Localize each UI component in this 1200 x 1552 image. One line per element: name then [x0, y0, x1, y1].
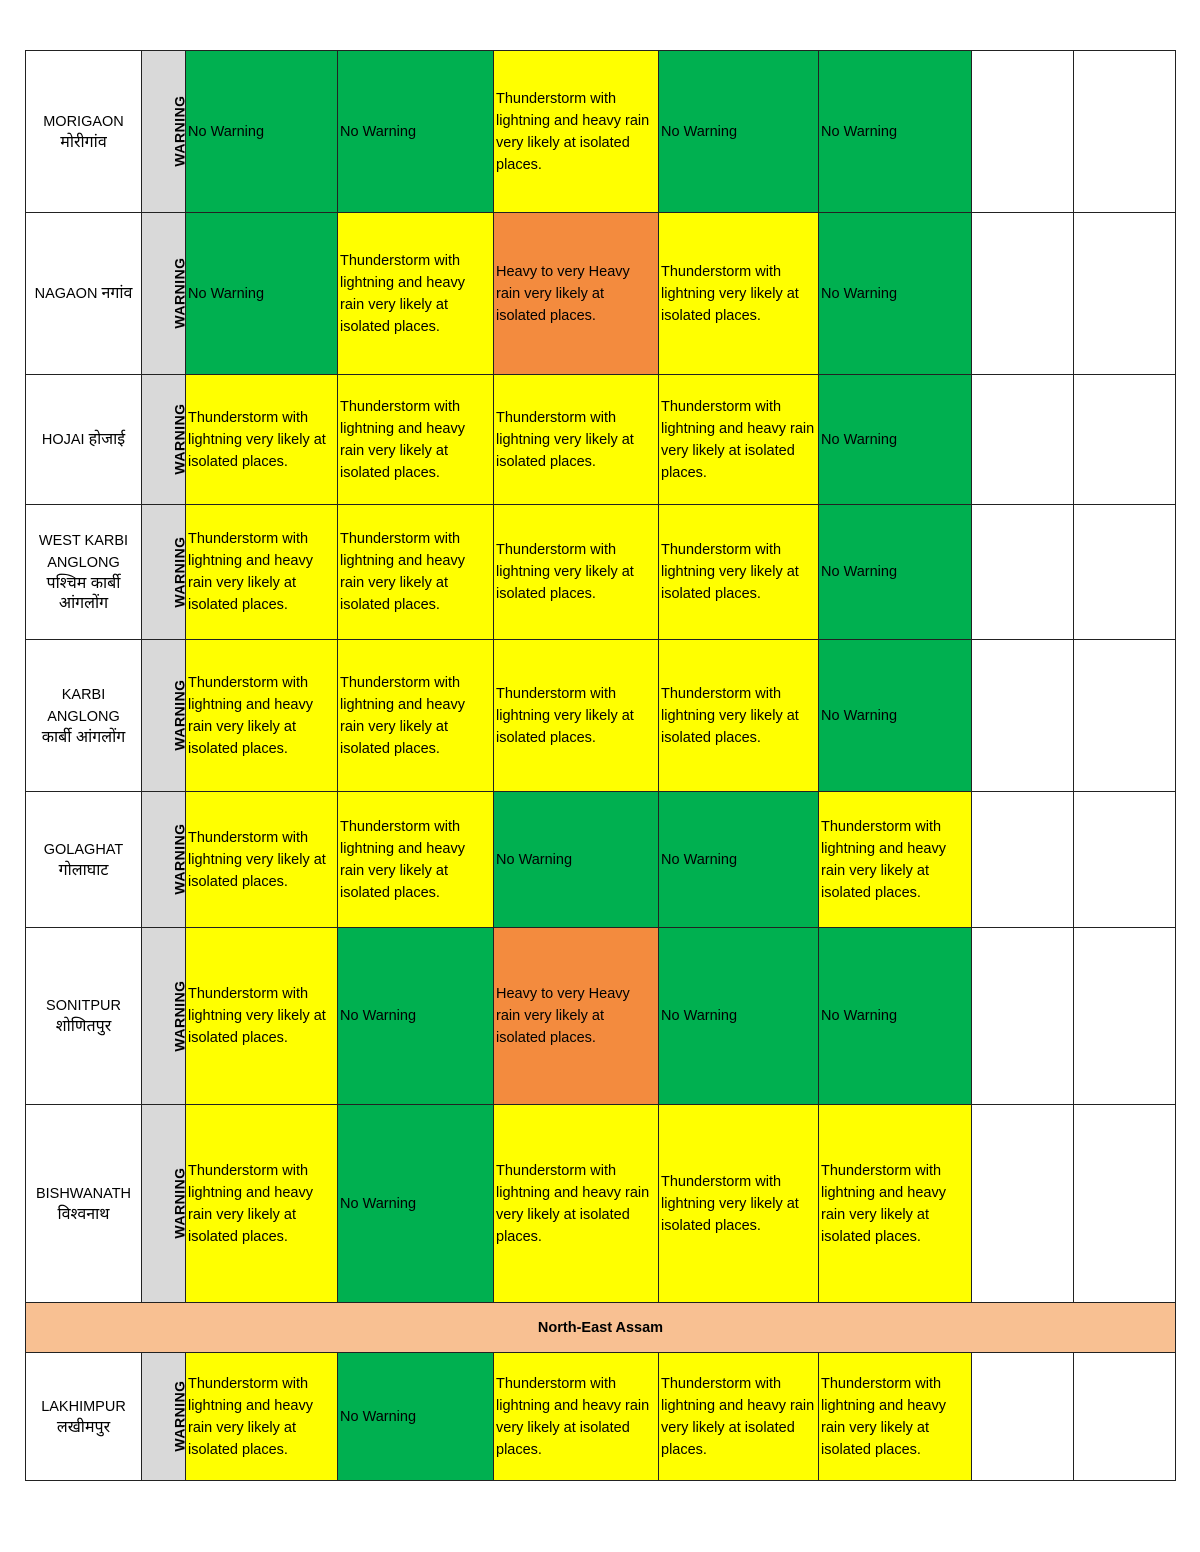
empty-cell	[972, 928, 1074, 1105]
forecast-day-1-cell: No Warning	[186, 51, 338, 213]
district-name-nagaon: NAGAON	[34, 285, 98, 302]
table-row	[26, 1353, 1176, 1481]
forecast-day-4-cell: No Warning	[659, 792, 819, 928]
district-name-cell	[26, 640, 142, 792]
district-name-hindi: पश्चिम कार्बी आंगलोंग	[46, 575, 121, 612]
forecast-day-3-cell: Thunderstorm with lightning very likely at isolated places.	[494, 640, 659, 792]
warning-label-cell	[142, 792, 186, 928]
table-row	[26, 1105, 1176, 1303]
empty-cell	[1074, 792, 1176, 928]
forecast-day-1-cell: Thunderstorm with lightning and heavy rain very likely at isolated places.	[186, 505, 338, 640]
warning-label: WARNING	[171, 679, 188, 751]
district-name-golaghat: GOLAGHAT	[43, 841, 124, 858]
district-name-hojai: HOJAI	[41, 431, 85, 448]
forecast-day-2-cell: No Warning	[338, 1105, 494, 1303]
table-row	[26, 505, 1176, 640]
district-name-karbi-anglong: KARBI ANGLONG	[47, 686, 120, 725]
empty-cell	[972, 51, 1074, 213]
forecast-day-4-cell: Thunderstorm with lightning very likely at isolated places.	[659, 505, 819, 640]
empty-cell	[1074, 505, 1176, 640]
forecast-day-1-cell: Thunderstorm with lightning and heavy rain very likely at isolated places.	[186, 1105, 338, 1303]
district-name-lakhimpur: LAKHIMPUR	[41, 1398, 126, 1415]
forecast-day-5-cell: Thunderstorm with lightning and heavy rain very likely at isolated places.	[819, 1353, 972, 1481]
district-name-hindi: नगांव	[101, 284, 133, 302]
forecast-day-3-cell: Thunderstorm with lightning and heavy rain very likely at isolated places.	[494, 1105, 659, 1303]
table-row	[26, 375, 1176, 505]
warning-label: WARNING	[171, 535, 188, 608]
forecast-day-2-cell: Thunderstorm with lightning and heavy rain very likely at isolated places.	[338, 375, 494, 505]
warning-label: WARNING	[171, 979, 188, 1052]
forecast-day-4-cell: No Warning	[659, 928, 819, 1105]
forecast-day-5-cell: No Warning	[819, 213, 972, 375]
district-name-morigaon: MORIGAON	[43, 113, 124, 130]
forecast-day-5-cell: No Warning	[819, 928, 972, 1105]
empty-cell	[1074, 640, 1176, 792]
warning-label-cell	[142, 505, 186, 640]
forecast-day-4-cell: Thunderstorm with lightning and heavy rain very likely at isolated places.	[659, 1353, 819, 1481]
empty-cell	[1074, 213, 1176, 375]
district-name-cell	[26, 213, 142, 375]
empty-cell	[972, 505, 1074, 640]
district-name-cell	[26, 928, 142, 1105]
forecast-day-3-cell: Heavy to very Heavy rain very likely at isolated places.	[494, 213, 659, 375]
district-name-hindi: कार्बी आंगलोंग	[41, 728, 126, 746]
empty-cell	[972, 1105, 1074, 1303]
district-name-cell	[26, 375, 142, 505]
warning-label: WARNING	[171, 403, 188, 475]
district-name-hindi: होजाई	[88, 430, 126, 448]
district-name-cell	[26, 792, 142, 928]
district-name-cell	[26, 51, 142, 213]
table-row	[26, 792, 1176, 928]
warning-label-cell	[142, 375, 186, 505]
district-name-bishwanath: BISHWANATH	[35, 1185, 132, 1202]
forecast-day-1-cell: Thunderstorm with lightning very likely at isolated places.	[186, 792, 338, 928]
warning-label-cell	[142, 51, 186, 213]
forecast-day-3-cell: No Warning	[494, 792, 659, 928]
empty-cell	[1074, 1353, 1176, 1481]
forecast-day-2-cell: No Warning	[338, 1353, 494, 1481]
forecast-day-4-cell: Thunderstorm with lightning and heavy rain very likely at isolated places.	[659, 375, 819, 505]
forecast-day-5-cell: No Warning	[819, 505, 972, 640]
forecast-day-4-cell: Thunderstorm with lightning very likely at isolated places.	[659, 213, 819, 375]
district-name-hindi: लखीमपुर	[56, 1418, 111, 1436]
warning-label: WARNING	[171, 257, 188, 329]
forecast-day-1-cell: Thunderstorm with lightning very likely at isolated places.	[186, 375, 338, 505]
forecast-day-1-cell: Thunderstorm with lightning and heavy rain very likely at isolated places.	[186, 1353, 338, 1481]
warning-label: WARNING	[171, 1380, 188, 1452]
warning-label: WARNING	[171, 1167, 188, 1239]
forecast-day-5-cell: No Warning	[819, 640, 972, 792]
table-row	[26, 928, 1176, 1105]
warning-label-cell	[142, 1105, 186, 1303]
empty-cell	[972, 1353, 1074, 1481]
warning-label: WARNING	[171, 823, 188, 895]
warning-label-cell	[142, 640, 186, 792]
empty-cell	[972, 792, 1074, 928]
forecast-day-2-cell: Thunderstorm with lightning and heavy rain very likely at isolated places.	[338, 640, 494, 792]
forecast-day-3-cell: Thunderstorm with lightning and heavy rain very likely at isolated places.	[494, 51, 659, 213]
forecast-day-5-cell: No Warning	[819, 51, 972, 213]
forecast-day-3-cell: Thunderstorm with lightning and heavy rain very likely at isolated places.	[494, 1353, 659, 1481]
forecast-day-4-cell: Thunderstorm with lightning very likely at isolated places.	[659, 640, 819, 792]
forecast-day-5-cell: Thunderstorm with lightning and heavy rain very likely at isolated places.	[819, 792, 972, 928]
district-name-hindi: विश्वनाथ	[57, 1205, 110, 1223]
forecast-day-4-cell: Thunderstorm with lightning very likely at isolated places.	[659, 1105, 819, 1303]
region-heading: North-East Assam	[26, 1303, 1176, 1353]
empty-cell	[972, 213, 1074, 375]
district-name-hindi: गोलाघाट	[58, 861, 109, 879]
district-name-hindi: शोणितपुर	[55, 1018, 112, 1035]
district-name-cell	[26, 1353, 142, 1481]
district-name-sonitpur: SONITPUR	[46, 998, 121, 1014]
warning-label-cell	[142, 213, 186, 375]
district-name-west-karbi-anglong: WEST KARBI ANGLONG	[38, 533, 129, 571]
table-row	[26, 51, 1176, 213]
forecast-day-1-cell: No Warning	[186, 213, 338, 375]
warning-label-cell	[142, 1353, 186, 1481]
empty-cell	[1074, 928, 1176, 1105]
empty-cell	[1074, 51, 1176, 213]
forecast-day-3-cell: Thunderstorm with lightning very likely at isolated places.	[494, 375, 659, 505]
warning-label-cell	[142, 928, 186, 1105]
empty-cell	[972, 375, 1074, 505]
district-name-hindi: मोरीगांव	[60, 133, 107, 151]
table-row	[26, 640, 1176, 792]
forecast-day-2-cell: No Warning	[338, 928, 494, 1105]
empty-cell	[972, 640, 1074, 792]
warning-label: WARNING	[171, 95, 188, 167]
forecast-day-5-cell: No Warning	[819, 375, 972, 505]
table-body	[26, 51, 1176, 1481]
forecast-day-2-cell: Thunderstorm with lightning and heavy rain very likely at isolated places.	[338, 213, 494, 375]
table-row	[26, 213, 1176, 375]
forecast-day-3-cell: Heavy to very Heavy rain very likely at isolated places.	[494, 928, 659, 1105]
forecast-day-2-cell: No Warning	[338, 51, 494, 213]
forecast-day-4-cell: No Warning	[659, 51, 819, 213]
forecast-day-1-cell: Thunderstorm with lightning very likely at isolated places.	[186, 928, 338, 1105]
empty-cell	[1074, 1105, 1176, 1303]
district-warning-table	[25, 50, 1176, 1481]
empty-cell	[1074, 375, 1176, 505]
district-name-cell	[26, 1105, 142, 1303]
district-name-cell	[26, 505, 142, 640]
region-row	[26, 1303, 1176, 1353]
forecast-day-2-cell: Thunderstorm with lightning and heavy rain very likely at isolated places.	[338, 792, 494, 928]
forecast-day-2-cell: Thunderstorm with lightning and heavy rain very likely at isolated places.	[338, 505, 494, 640]
forecast-day-5-cell: Thunderstorm with lightning and heavy rain very likely at isolated places.	[819, 1105, 972, 1303]
forecast-day-1-cell: Thunderstorm with lightning and heavy rain very likely at isolated places.	[186, 640, 338, 792]
forecast-day-3-cell: Thunderstorm with lightning very likely at isolated places.	[494, 505, 659, 640]
